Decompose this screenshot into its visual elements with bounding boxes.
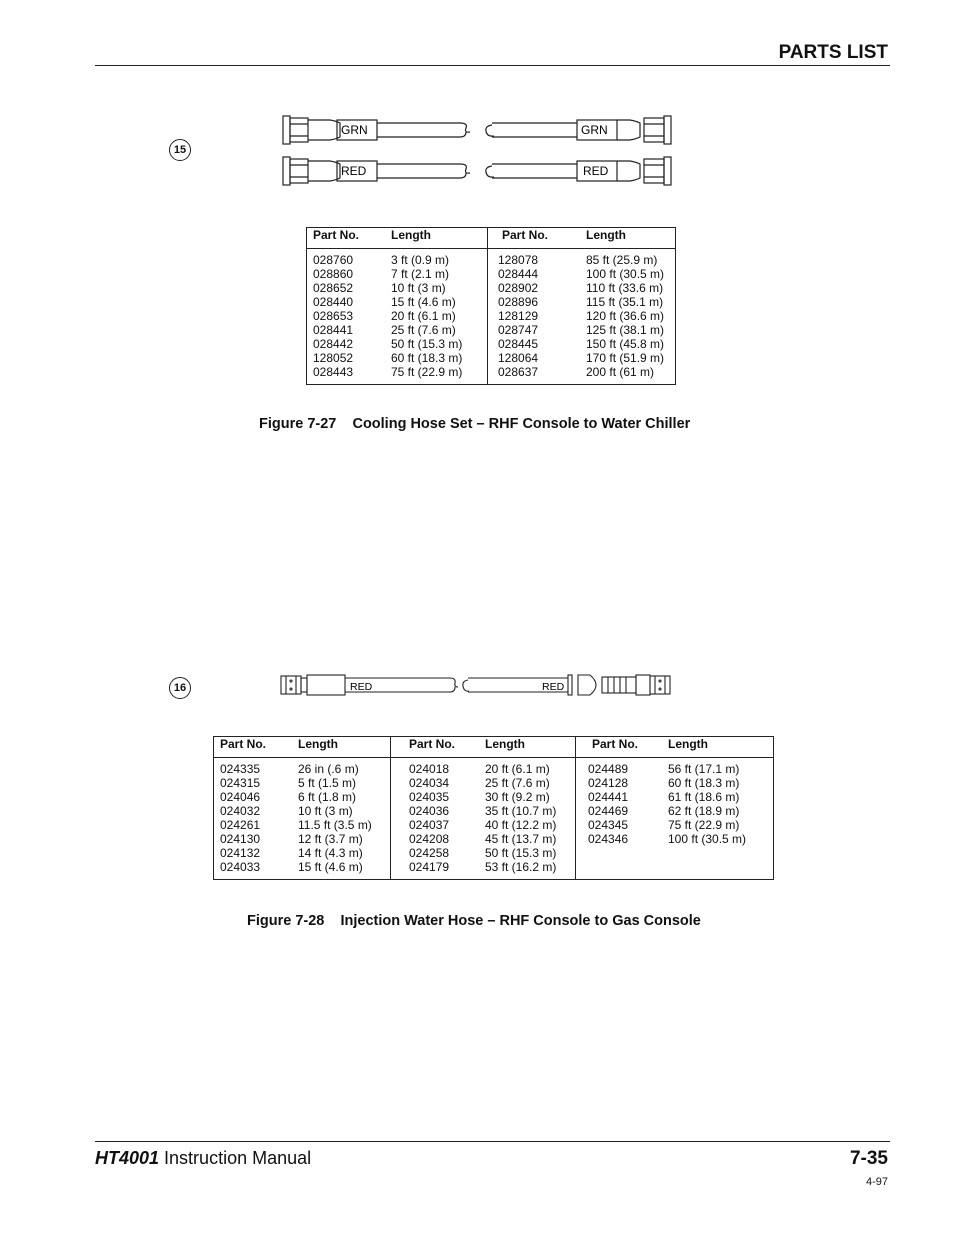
part-number-cell: 128052 — [313, 351, 354, 365]
part-number-cell: 028442 — [313, 337, 354, 351]
length-cell: 26 in (.6 m) — [298, 762, 359, 776]
length-cell: 170 ft (51.9 m) — [586, 351, 665, 365]
cooling-hose-diagram — [280, 112, 680, 192]
part-number-cell: 024489 — [588, 762, 629, 776]
red-label-left: RED — [350, 681, 373, 693]
part-number-cell: 028445 — [498, 337, 539, 351]
grn-label-right: GRN — [581, 123, 608, 137]
col-header-part: Part No. — [576, 737, 663, 758]
length-cell: 200 ft (61 m) — [586, 365, 655, 379]
part-number-cell: 024315 — [220, 776, 261, 790]
length-cell: 40 ft (12.2 m) — [485, 818, 557, 832]
revision-date: 4-97 — [865, 1176, 888, 1188]
length-column — [391, 253, 487, 379]
cooling-hose-parts-table — [306, 227, 676, 385]
part-number-cell: 024037 — [409, 818, 450, 832]
part-number-cell: 024035 — [409, 790, 450, 804]
part-number-cell: 024469 — [588, 804, 629, 818]
part-number-cell: 024032 — [220, 804, 261, 818]
part-number-cell: 024033 — [220, 860, 261, 874]
part-number-cell: 028760 — [313, 253, 354, 267]
length-cell: 60 ft (18.3 m) — [668, 776, 740, 790]
part-number-cell: 028747 — [498, 323, 539, 337]
length-cell: 11.5 ft (3.5 m) — [298, 818, 372, 832]
part-number-cell: 028441 — [313, 323, 354, 337]
part-number-cell: 024258 — [409, 846, 450, 860]
injection-hose-parts-table — [213, 736, 774, 880]
part-number-cell: 028443 — [313, 365, 354, 379]
part-number-cell: 024132 — [220, 846, 261, 860]
part-number-cell: 024018 — [409, 762, 450, 776]
part-number-cell: 028652 — [313, 281, 354, 295]
part-number-cell: 024345 — [588, 818, 629, 832]
length-cell: 60 ft (18.3 m) — [391, 351, 463, 365]
part-number-cell: 024441 — [588, 790, 629, 804]
length-cell: 120 ft (36.6 m) — [586, 309, 665, 323]
part-number-cell: 024036 — [409, 804, 450, 818]
length-cell: 53 ft (16.2 m) — [485, 860, 557, 874]
item-callout-15: 15 — [169, 139, 191, 161]
length-cell: 100 ft (30.5 m) — [668, 832, 747, 846]
col-header-length: Length — [662, 737, 774, 758]
red-label-right: RED — [542, 681, 565, 693]
manual-label: Instruction Manual — [159, 1148, 312, 1168]
part-number-cell: 024335 — [220, 762, 261, 776]
part-number-cell: 028653 — [313, 309, 354, 323]
length-cell: 15 ft (4.6 m) — [391, 295, 456, 309]
part-number-column — [220, 762, 292, 874]
length-column — [298, 762, 390, 874]
product-name: HT4001 — [95, 1148, 160, 1168]
manual-title — [95, 1148, 311, 1169]
part-number-cell: 024208 — [409, 832, 450, 846]
length-cell: 7 ft (2.1 m) — [391, 267, 450, 281]
part-number-cell: 128064 — [498, 351, 539, 365]
length-cell: 50 ft (15.3 m) — [391, 337, 463, 351]
part-number-cell: 024128 — [588, 776, 629, 790]
length-cell: 100 ft (30.5 m) — [586, 267, 665, 281]
part-number-cell: 028444 — [498, 267, 539, 281]
part-number-column — [498, 253, 580, 379]
part-number-cell: 024179 — [409, 860, 450, 874]
part-number-cell: 028637 — [498, 365, 539, 379]
length-cell: 14 ft (4.3 m) — [298, 846, 363, 860]
col-header-length: Length — [292, 737, 391, 758]
length-cell: 115 ft (35.1 m) — [586, 295, 664, 309]
footer-rule — [95, 1141, 890, 1142]
page-number: 7-35 — [849, 1148, 888, 1169]
length-cell: 6 ft (1.8 m) — [298, 790, 357, 804]
part-number-cell: 028860 — [313, 267, 354, 281]
col-header-part: Part No. — [307, 228, 386, 249]
page-section-title: PARTS LIST — [778, 42, 888, 63]
part-number-cell: 024034 — [409, 776, 450, 790]
figure-7-28-caption: Figure 7-28 Injection Water Hose – RHF Console to Gas Console — [247, 913, 701, 929]
col-header-length: Length — [385, 228, 488, 249]
part-number-cell: 024046 — [220, 790, 261, 804]
length-cell: 10 ft (3 m) — [391, 281, 446, 295]
length-cell: 61 ft (18.6 m) — [668, 790, 740, 804]
length-column — [586, 253, 675, 379]
length-cell: 25 ft (7.6 m) — [485, 776, 550, 790]
length-cell: 15 ft (4.6 m) — [298, 860, 363, 874]
length-cell: 35 ft (10.7 m) — [485, 804, 557, 818]
length-cell: 110 ft (33.6 m) — [586, 281, 664, 295]
length-cell: 25 ft (7.6 m) — [391, 323, 456, 337]
part-number-cell: 028896 — [498, 295, 539, 309]
length-cell: 85 ft (25.9 m) — [586, 253, 658, 267]
part-number-cell: 024261 — [220, 818, 261, 832]
col-header-length: Length — [580, 228, 676, 249]
length-cell: 5 ft (1.5 m) — [298, 776, 357, 790]
length-cell: 20 ft (6.1 m) — [485, 762, 550, 776]
grn-label-left: GRN — [341, 123, 368, 137]
length-cell: 20 ft (6.1 m) — [391, 309, 456, 323]
part-number-cell: 028440 — [313, 295, 354, 309]
part-number-cell: 128129 — [498, 309, 539, 323]
col-header-part: Part No. — [488, 228, 581, 249]
length-cell: 10 ft (3 m) — [298, 804, 353, 818]
part-number-column — [588, 762, 662, 846]
part-number-column — [313, 253, 385, 379]
injection-water-hose-diagram — [278, 672, 678, 700]
length-cell: 3 ft (0.9 m) — [391, 253, 450, 267]
length-cell: 12 ft (3.7 m) — [298, 832, 363, 846]
part-number-column — [409, 762, 479, 874]
col-header-part: Part No. — [214, 737, 293, 758]
part-number-cell: 024130 — [220, 832, 261, 846]
length-cell: 56 ft (17.1 m) — [668, 762, 740, 776]
item-callout-16: 16 — [169, 677, 191, 699]
red-label-left: RED — [341, 164, 367, 178]
header-rule — [95, 65, 890, 66]
length-column — [485, 762, 575, 874]
col-header-part: Part No. — [391, 737, 480, 758]
length-cell: 62 ft (18.9 m) — [668, 804, 740, 818]
figure-7-27-caption: Figure 7-27 Cooling Hose Set – RHF Console to Water Chiller — [259, 416, 691, 432]
length-cell: 50 ft (15.3 m) — [485, 846, 557, 860]
length-cell: 75 ft (22.9 m) — [668, 818, 740, 832]
length-cell: 45 ft (13.7 m) — [485, 832, 557, 846]
part-number-cell: 028902 — [498, 281, 539, 295]
length-column — [668, 762, 773, 846]
red-label-right: RED — [583, 164, 609, 178]
part-number-cell: 128078 — [498, 253, 539, 267]
part-number-cell: 024346 — [588, 832, 629, 846]
length-cell: 30 ft (9.2 m) — [485, 790, 550, 804]
col-header-length: Length — [479, 737, 576, 758]
length-cell: 125 ft (38.1 m) — [586, 323, 665, 337]
length-cell: 75 ft (22.9 m) — [391, 365, 463, 379]
length-cell: 150 ft (45.8 m) — [586, 337, 665, 351]
